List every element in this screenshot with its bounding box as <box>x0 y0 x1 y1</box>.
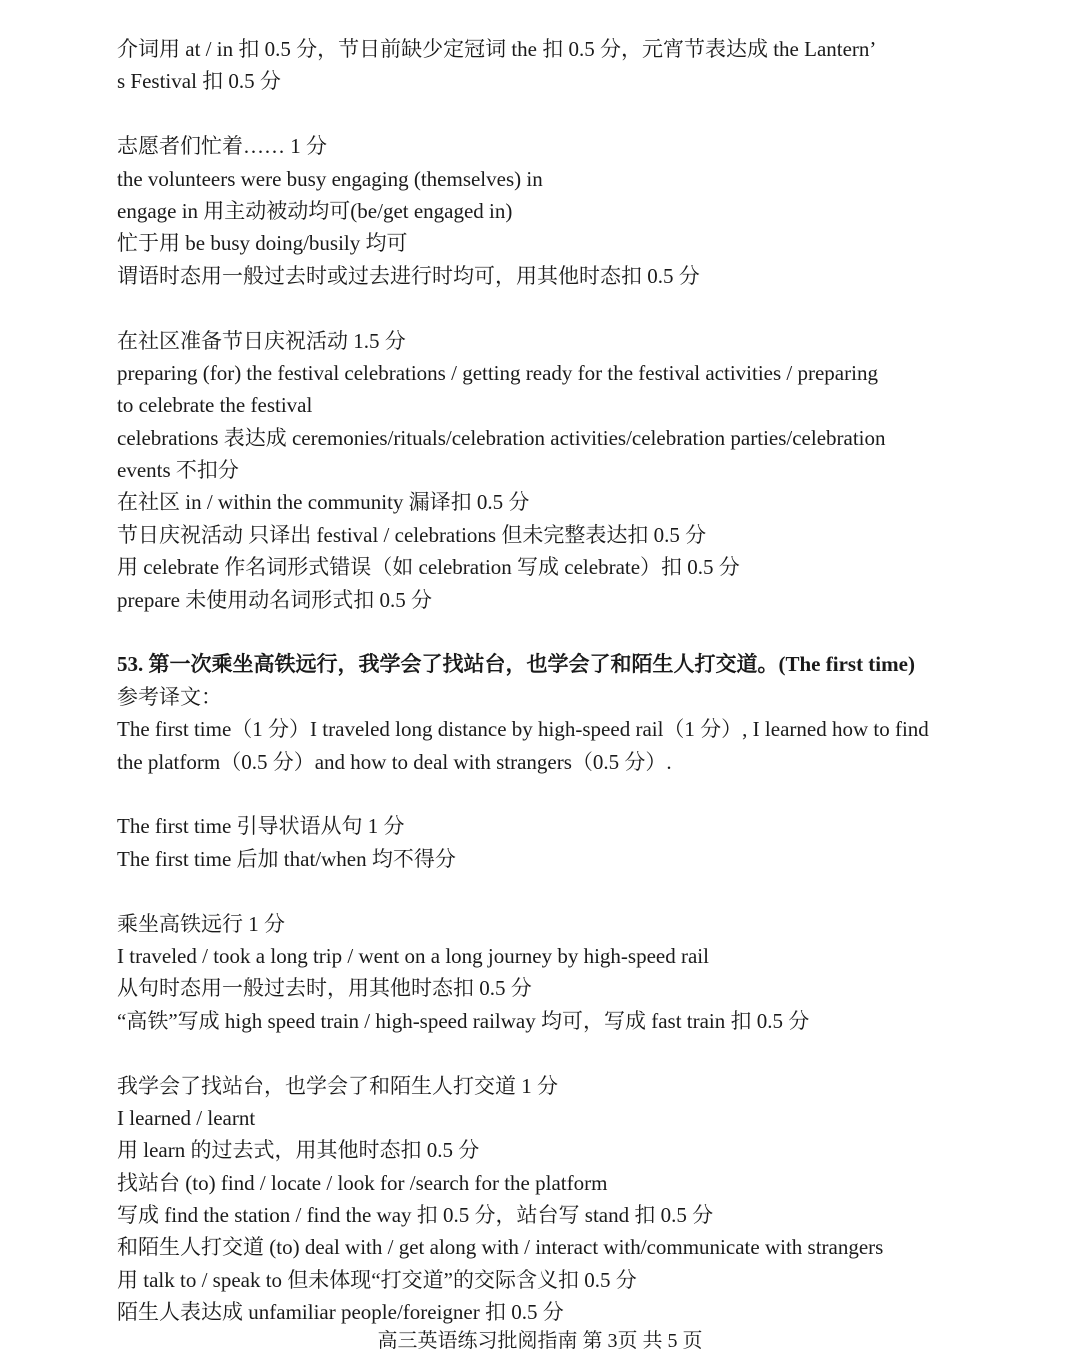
text-line: 介词用 at / in 扣 0.5 分，节日前缺少定冠词 the 扣 0.5 分，元宵节表达成 the Lantern’ <box>117 37 877 61</box>
block-first-time <box>117 810 977 875</box>
block-learned <box>117 1070 977 1329</box>
text-line: events 不扣分 <box>117 458 239 483</box>
text-line: 和陌生人打交道 (to) deal with / get along with / interact with/communicate with strangers <box>117 1235 884 1260</box>
block-high-speed-rail <box>117 908 977 1038</box>
text-line: The first time 引导状语从句 1 分 <box>117 814 405 839</box>
text-line: 写成 find the station / find the way 扣 0.5 分，站台写 stand 扣 0.5 分 <box>117 1203 714 1228</box>
text-line: 用 learn 的过去式，用其他时态扣 0.5 分 <box>117 1138 480 1163</box>
block-question-53 <box>117 648 977 778</box>
text-line: I learned / learnt <box>117 1105 256 1130</box>
text-line: I traveled / took a long trip / went on a long journey by high-speed rail <box>117 943 709 968</box>
text-line: the platform（0.5 分）and how to deal with strangers（0.5 分）. <box>117 749 672 774</box>
text-line: 找站台 (to) find / locate / look for /search for the platform <box>117 1170 608 1195</box>
text-line: engage in 用主动被动均可(be/get engaged in) <box>117 198 513 223</box>
text-line: 志愿者们忙着…… 1 分 <box>117 134 327 159</box>
page-footer: 高三英语练习批阅指南 第 3页 共 5 页 <box>377 1330 703 1352</box>
block-article-notes <box>117 33 977 98</box>
text-line: 参考译文： <box>117 684 222 709</box>
text-line: 用 talk to / speak to 但未体现“打交道”的交际含义扣 0.5 分 <box>117 1267 637 1292</box>
text-line: 我学会了找站台，也学会了和陌生人打交道 1 分 <box>117 1073 558 1098</box>
text-line: prepare 未使用动名词形式扣 0.5 分 <box>117 587 432 612</box>
text-line: 在社区准备节日庆祝活动 1.5 分 <box>117 328 406 353</box>
block-volunteers-busy <box>117 130 977 292</box>
text-line: 节日庆祝活动 只译出 festival / celebrations 但未完整表达扣 0.5 分 <box>117 522 707 547</box>
text-line: to celebrate the festival <box>117 393 313 418</box>
text-line: 陌生人表达成 unfamiliar people/foreigner 扣 0.5 分 <box>117 1300 564 1325</box>
text-line: celebrations 表达成 ceremonies/rituals/celebration activities/celebration parties/celebration <box>117 425 886 450</box>
text-line: preparing (for) the festival celebrations / getting ready for the festival activities / preparing <box>117 360 878 385</box>
text-line: 谓语时态用一般过去时或过去进行时均可，用其他时态扣 0.5 分 <box>117 263 700 288</box>
text-line: 在社区 in / within the community 漏译扣 0.5 分 <box>117 490 530 515</box>
question-heading: 53. 第一次乘坐高铁远行，我学会了找站台，也学会了和陌生人打交道。(The first time) <box>117 652 915 677</box>
text-line: 忙于用 be busy doing/busily 均可 <box>117 231 408 256</box>
text-line: s Festival 扣 0.5 分 <box>117 69 281 94</box>
text-line: The first time（1 分）I traveled long distance by high-speed rail（1 分）, I learned how to find <box>117 717 929 742</box>
text-line: 从句时态用一般过去时，用其他时态扣 0.5 分 <box>117 976 532 1001</box>
text-line: The first time 后加 that/when 均不得分 <box>117 846 456 871</box>
block-community-celebration <box>117 325 977 617</box>
text-line: 用 celebrate 作名词形式错误（如 celebration 写成 celebrate）扣 0.5 分 <box>117 555 740 580</box>
text-line: “高铁”写成 high speed train / high-speed railway 均可，写成 fast train 扣 0.5 分 <box>117 1008 810 1033</box>
document-body <box>117 33 977 1329</box>
text-line: the volunteers were busy engaging (themselves) in <box>117 166 543 191</box>
text-line: 乘坐高铁远行 1 分 <box>117 911 285 936</box>
